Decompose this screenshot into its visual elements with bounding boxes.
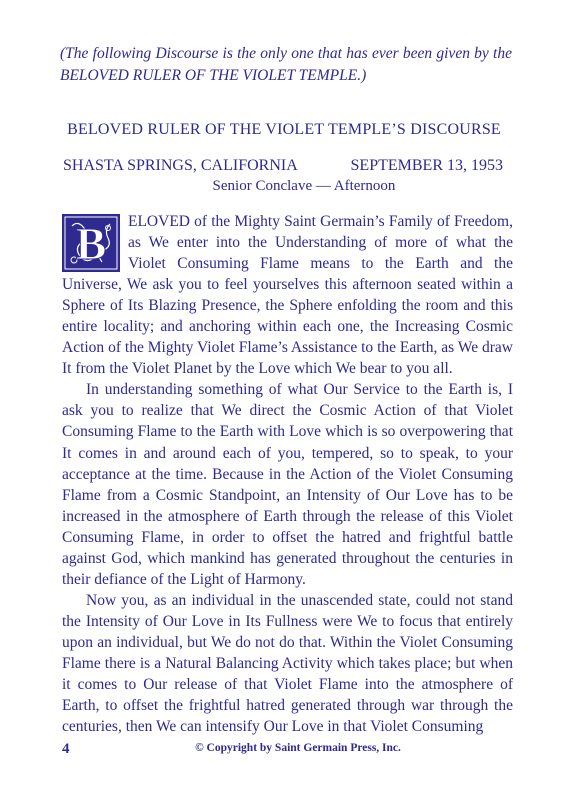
drop-cap-letter: B bbox=[75, 218, 107, 269]
location: SHASTA SPRINGS, CALIFORNIA bbox=[63, 157, 298, 174]
location-date-row bbox=[63, 157, 503, 175]
date: SEPTEMBER 13, 1953 bbox=[350, 157, 503, 174]
paragraph-1: ELOVED of the Mighty Saint Germain’s Family of Freedom, as We enter into the Understanding of more of what the Violet Consuming Flame means to the Earth and the Universe, We ask you to feel yourselves this afternoon seated within a Sphere of Its Blazing Presence, the Sphere enfolding the room and this entire locality; and anchoring within each one, the Increasing Cosmic Action of the Mighty Violet Flame’s Assistance to the Earth, as We draw It from the Violet Planet by the Love which We bear to you all. bbox=[62, 213, 513, 378]
intro-note: (The following Discourse is the only one that has ever been given by the BELOVED RULER OF THE VIOLET TEMPLE.) bbox=[60, 45, 512, 84]
session-subtitle: Senior Conclave — Afternoon bbox=[212, 178, 396, 194]
paragraph-2: In understanding something of what Our Service to the Earth is, I ask you to realize that We direct the Cosmic Action of that Violet Consuming Flame to the Earth with Love which is so overpowering that It comes in and around each of you, tempered, so to speak, to your acceptance at the time. Because in the Action of the Violet Consuming Flame from a Cosmic Standpoint, an Intensity of Our Love has to be increased in the atmosphere of Earth through the release of this Violet Consuming Flame, in order to offset the hatred and frightful battle against God, which mankind has generated throughout the centuries in their defiance of the Light of Harmony. bbox=[62, 381, 513, 588]
page-number: 4 bbox=[62, 741, 70, 757]
copyright-notice: © Copyright by Saint Germain Press, Inc. bbox=[195, 742, 401, 754]
discourse-title: BELOVED RULER OF THE VIOLET TEMPLE’S DISCOURSE bbox=[67, 121, 501, 138]
paragraph-3: Now you, as an individual in the unascended state, could not stand the Intensity of Our Love in Its Fullness were We to focus that entirely upon an individual, but We do not do that. Within the Violet Consuming Flame there is a Natural Balancing Activity which takes place; but when it comes to Our release of that Violet Flame into the atmosphere of Earth, to offset the frightful hatred generated through war through the centuries, then We can intensify Our Love in that Violet Consuming bbox=[62, 591, 513, 736]
discourse-body bbox=[62, 211, 513, 737]
